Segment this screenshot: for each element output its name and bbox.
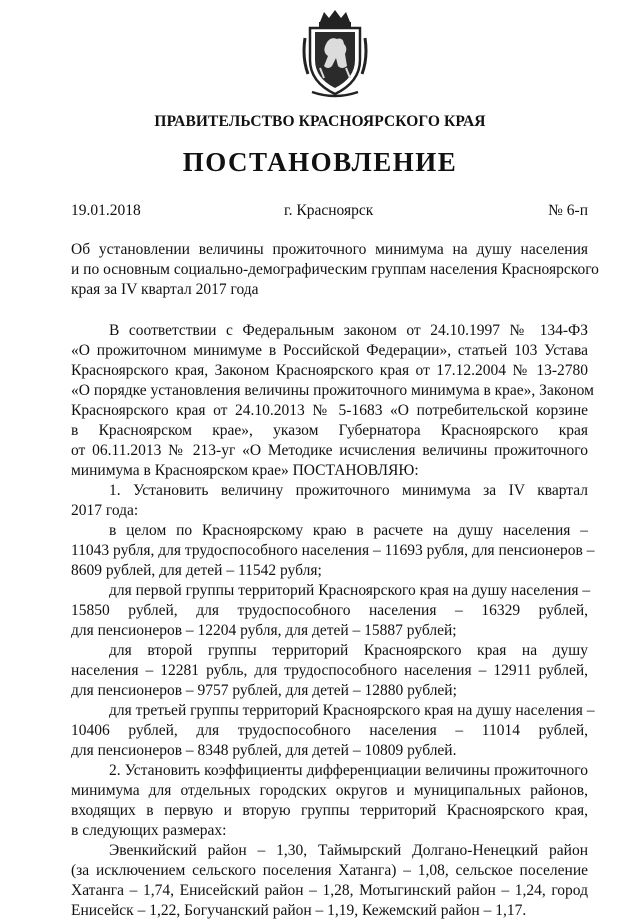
item-1-group1-line: 15850 рублей, для трудоспособного населения – 16329 рублей, <box>71 602 588 619</box>
preamble-line: в Красноярском крае», указом Губернатора Красноярского края <box>71 422 588 439</box>
krasnoyarsk-coat-of-arms-icon <box>302 8 368 100</box>
item-1-group1-line: для первой группы территорий Красноярского края на душу населения – <box>109 582 591 599</box>
preamble-line: «О прожиточном минимуме в Российской Федерации», статьей 103 Устава <box>71 342 588 359</box>
subject-line: края за IV квартал 2017 года <box>71 281 259 298</box>
document-body <box>71 321 595 921</box>
document-type-title: ПОСТАНОВЛЕНИЕ <box>182 147 458 177</box>
subject-line: Об установлении величины прожиточного минимума на душу населения <box>71 241 588 258</box>
item-1-group2-line: населения – 12281 рубль, для трудоспособного населения – 12911 рублей, <box>71 662 588 679</box>
preamble-line: от 06.11.2013 № 213-уг «О Методике исчисления величины прожиточного <box>71 442 588 459</box>
item-1-group3-line: для третьей группы территорий Красноярского края на душу населения – <box>109 702 595 719</box>
preamble-line: Красноярского края, Законом Красноярского края от 17.12.2004 № 13-2780 <box>71 362 588 379</box>
item-1-whole-line: 8609 рублей, для детей – 11542 рубля; <box>71 562 322 579</box>
item-2-list-line: Хатанга – 1,74, Енисейский район – 1,28, Мотыгинский район – 1,24, город <box>71 882 588 899</box>
item-2-list-line: Енисейск – 1,22, Богучанский район – 1,19, Кежемский район – 1,17. <box>71 902 527 919</box>
item-2-list-line: (за исключением сельского поселения Хатанга) – 1,08, сельское поселение <box>71 862 588 879</box>
item-1-group1-line: для пенсионеров – 12204 рубля, для детей – 15887 рублей; <box>71 622 457 639</box>
subject-line: и по основным социально-демографическим группам населения Красноярского <box>71 261 599 278</box>
item-2-line: минимума для отдельных городских округов и муниципальных районов, <box>71 782 588 799</box>
item-1-group3-line: для пенсионеров – 8348 рублей, для детей – 10809 рублей. <box>71 742 457 759</box>
document-meta-row <box>71 202 588 222</box>
item-1-group2-line: для пенсионеров – 9757 рублей, для детей – 12880 рублей; <box>71 682 457 699</box>
preamble-line: В соответствии с Федеральным законом от 24.10.1997 № 134-ФЗ <box>109 322 588 339</box>
preamble-line: «О порядке установления величины прожиточного минимума в крае», Законом <box>71 382 594 399</box>
organization-name: ПРАВИТЕЛЬСТВО КРАСНОЯРСКОГО КРАЯ <box>154 113 486 130</box>
document-subject <box>71 240 599 300</box>
item-1-group3-line: 10406 рублей, для трудоспособного населения – 11014 рублей, <box>71 722 588 739</box>
document-number: № 6-п <box>548 202 588 219</box>
item-2-line: в следующих размерах: <box>71 822 227 839</box>
preamble-line: минимума в Красноярском крае» ПОСТАНОВЛЯЮ: <box>71 462 419 479</box>
item-2-list-line: Эвенкийский район – 1,30, Таймырский Долгано-Ненецкий район <box>109 842 588 859</box>
item-2-line: 2. Установить коэффициенты дифференциации величины прожиточного <box>109 762 588 779</box>
item-1-whole-line: в целом по Красноярскому краю в расчете на душу населения – <box>109 522 588 539</box>
document-date: 19.01.2018 <box>71 202 141 219</box>
item-1-line: 2017 года: <box>71 502 139 519</box>
item-1-group2-line: для второй группы территорий Красноярского края на душу <box>109 642 588 659</box>
item-1-line: 1. Установить величину прожиточного минимума за IV квартал <box>109 482 588 499</box>
document-city: г. Красноярск <box>284 202 374 219</box>
preamble-line: Красноярского края от 24.10.2013 № 5-1683 «О потребительской корзине <box>71 402 588 419</box>
item-1-whole-line: 11043 рубля, для трудоспособного населения – 11693 рубля, для пенсионеров – <box>71 542 595 559</box>
item-2-line: входящих в первую и вторую группы территорий Красноярского края, <box>71 802 588 819</box>
